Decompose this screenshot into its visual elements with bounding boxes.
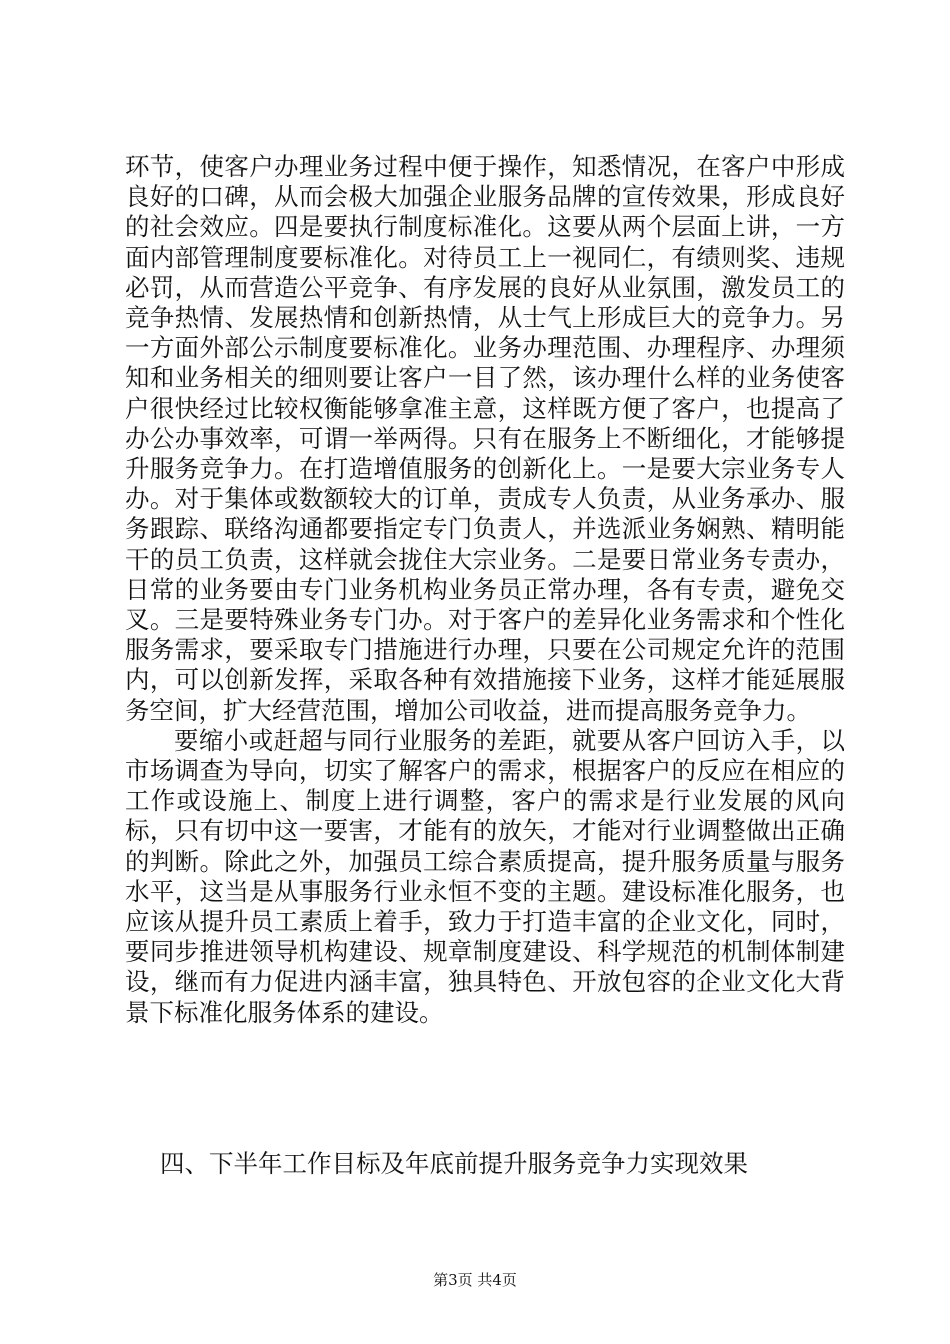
paragraph-indented: 要缩小或赶超与同行业服务的差距，就要从客户回访入手，以市场调查为导向，切实了解客户的需求，根据客户的反应在相应的工作或设施上、制度上进行调整，客户的需求是行业发展的风向标，只有切中这一要害，才能有的放矢，才能对行业调整做出正确的判断。除此之外，加强员工综合素质提高，提升服务质量与服务水平，这当是从事服务行业永恒不变的主题。建设标准化服务，也应该从提升员工素质上着手，致力于打造丰富的企业文化，同时，要同步推进领导机构建设、规章制度建设、科学规范的机制体制建设，继而有力促进内涵丰富，独具特色、开放包容的企业文化大背景下标准化服务体系的建设。 (125, 725, 845, 1027)
page-footer (0, 1270, 950, 1290)
page-number-label: 第3页 共4页 (433, 1271, 517, 1289)
section-heading: 四、下半年工作目标及年底前提升服务竞争力实现效果 (160, 1149, 748, 1178)
document-body (125, 152, 845, 1028)
paragraph-continued: 环节，使客户办理业务过程中便于操作，知悉情况，在客户中形成良好的口碑，从而会极大加强企业服务品牌的宣传效果，形成良好的社会效应。四是要执行制度标准化。这要从两个层面上讲，一方面内部管理制度要标准化。对待员工上一视同仁，有绩则奖、违规必罚，从而营造公平竞争、有序发展的良好从业氛围，激发员工的竞争热情、发展热情和创新热情，从士气上形成巨大的竞争力。另一方面外部公示制度要标准化。业务办理范围、办理程序、办理须知和业务相关的细则要让客户一目了然，该办理什么样的业务使客户很快经过比较权衡能够拿准主意，这样既方便了客户，也提高了办公办事效率，可谓一举两得。只有在服务上不断细化，才能够提升服务竞争力。在打造增值服务的创新化上。一是要大宗业务专人办。对于集体或数额较大的订单，责成专人负责，从业务承办、服务跟踪、联络沟通都要指定专门负责人，并选派业务娴熟、精明能干的员工负责，这样就会拢住大宗业务。二是要日常业务专责办，日常的业务要由专门业务机构业务员正常办理，各有专责，避免交叉。三是要特殊业务专门办。对于客户的差异化业务需求和个性化服务需求，要采取专门措施进行办理，只要在公司规定允许的范围内，可以创新发挥，采取各种有效措施接下业务，这样才能延展服务空间，扩大经营范围，增加公司收益，进而提高服务竞争力。 (125, 152, 845, 725)
